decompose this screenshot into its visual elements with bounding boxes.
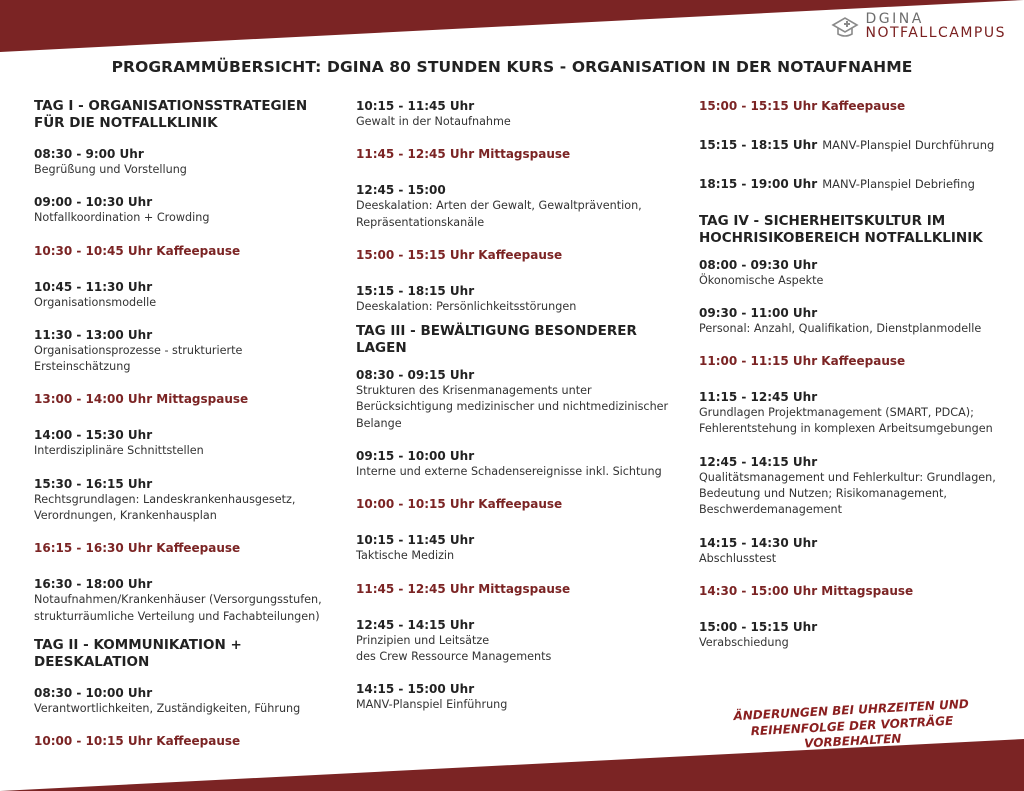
session xyxy=(34,427,339,459)
session xyxy=(34,685,339,717)
session-desc: Strukturen des Krisenmanagements unter Berücksichtigung medizinischer und nichtmedizinischer Belange xyxy=(356,384,669,430)
session xyxy=(34,576,339,625)
session-time: 10:15 - 11:45 Uhr xyxy=(356,533,475,548)
break-label: 14:30 - 15:00 Uhr Mittagspause xyxy=(699,583,914,598)
brand-line1: DGINA xyxy=(865,11,924,27)
session-desc: MANV-Planspiel Durchführung xyxy=(822,138,995,152)
session-time: 09:15 - 10:00 Uhr xyxy=(356,449,475,464)
session xyxy=(356,367,686,432)
session-time: 08:30 - 10:00 Uhr xyxy=(34,685,153,700)
break-label: 15:00 - 15:15 Uhr Kaffeepause xyxy=(699,99,906,113)
session-desc: MANV-Planspiel Einführung xyxy=(356,698,508,712)
session xyxy=(356,448,686,480)
session-time: 08:30 - 09:15 Uhr xyxy=(356,368,475,383)
session-desc: Taktische Medizin xyxy=(356,549,455,563)
session-desc: Verantwortlichkeiten, Zuständigkeiten, Führung xyxy=(34,701,301,715)
session xyxy=(699,305,1017,337)
session-desc: MANV-Planspiel Debriefing xyxy=(822,177,975,192)
session-desc: Begrüßung und Vorstellung xyxy=(34,163,187,176)
session xyxy=(34,476,339,525)
session-desc: Personal: Anzahl, Qualifikation, Dienstplanmodelle xyxy=(699,321,982,335)
session-time: 15:15 - 18:15 Uhr xyxy=(699,138,818,152)
day-1-heading: TAG I - ORGANISATIONSSTRATEGIEN FÜR DIE NOTFALLKLINIK xyxy=(34,98,308,131)
brand-line2: NOTFALLCAMPUS xyxy=(865,25,1006,41)
column-2 xyxy=(356,98,686,730)
session-time: 15:30 - 16:15 Uhr xyxy=(34,476,153,491)
session-desc: Abschlusstest xyxy=(699,551,777,565)
session-desc: Interne und externe Schadensereignisse inkl. Sichtung xyxy=(356,465,662,479)
session-desc: Qualitätsmanagement und Fehlerkultur: Grundlagen, Bedeutung und Nutzen; Risikomanagement, Beschwerdemanagement xyxy=(699,470,996,517)
session-time: 12:45 - 14:15 Uhr xyxy=(356,617,475,632)
session-desc: Grundlagen Projektmanagement (SMART, PDCA); Fehlerentstehung in komplexen Arbeitsumgebungen xyxy=(699,406,993,436)
break-label: 11:45 - 12:45 Uhr Mittagspause xyxy=(356,581,571,596)
session xyxy=(356,681,686,713)
session xyxy=(699,454,1017,519)
break-label: 10:00 - 10:15 Uhr Kaffeepause xyxy=(34,734,241,749)
session xyxy=(356,182,686,231)
session-desc: Deeskalation: Persönlichkeitsstörungen xyxy=(356,299,577,313)
column-1 xyxy=(34,98,339,769)
brand-logo xyxy=(830,12,1007,40)
session-desc: Organisationsprozesse - strukturierte Ersteinschätzung xyxy=(34,343,243,374)
session xyxy=(699,535,1017,567)
session-desc-line2: des Crew Ressource Managements xyxy=(356,649,552,663)
session-time: 09:00 - 10:30 Uhr xyxy=(34,195,153,210)
session xyxy=(356,98,686,130)
session-time: 08:00 - 09:30 Uhr xyxy=(699,257,818,272)
session-time: 12:45 - 14:15 Uhr xyxy=(699,454,818,469)
session-time: 14:15 - 15:00 Uhr xyxy=(356,682,475,697)
session-time: 14:00 - 15:30 Uhr xyxy=(34,428,153,443)
break-label: 13:00 - 14:00 Uhr Mittagspause xyxy=(34,392,249,407)
session xyxy=(34,194,339,226)
session-time: 15:15 - 18:15 Uhr xyxy=(356,283,475,298)
session-time: 11:30 - 13:00 Uhr xyxy=(34,327,153,342)
break-label: 11:45 - 12:45 Uhr Mittagspause xyxy=(356,147,571,162)
day-2-heading: TAG II - KOMMUNIKATION + DEESKALATION xyxy=(34,636,242,670)
session xyxy=(699,134,1017,153)
session-time: 14:15 - 14:30 Uhr xyxy=(699,535,818,550)
session-time: 15:00 - 15:15 Uhr xyxy=(699,619,818,634)
session-time: 10:45 - 11:30 Uhr xyxy=(34,279,153,294)
session-time: 08:30 - 9:00 Uhr xyxy=(34,147,144,161)
session-desc: Notaufnahmen/Krankenhäuser (Versorgungsstufen, strukturräumliche Verteilung und Fachabteilungen) xyxy=(34,593,322,623)
session xyxy=(356,617,686,666)
hat-icon xyxy=(830,13,860,39)
session-desc: Deeskalation: Arten der Gewalt, Gewaltprävention, Repräsentationskanäle xyxy=(356,199,642,229)
session-desc: Organisationsmodelle xyxy=(34,295,157,309)
day-3-heading: TAG III - BEWÄLTIGUNG BESONDERER LAGEN xyxy=(356,323,637,357)
session-desc: Interdisziplinäre Schnittstellen xyxy=(34,444,204,458)
session-desc: Rechtsgrundlagen: Landeskrankenhausgesetz, Verordnungen, Krankenhausplan xyxy=(34,492,296,523)
session xyxy=(699,389,1017,438)
session-desc: Prinzipien und Leitsätze xyxy=(356,633,490,647)
break-label: 11:00 - 11:15 Uhr Kaffeepause xyxy=(699,354,906,369)
session xyxy=(34,146,339,178)
day-4-heading: TAG IV - SICHERHEITSKULTUR IM HOCHRISIKOBEREICH NOTFALLKLINIK xyxy=(699,212,983,246)
break-label: 10:30 - 10:45 Uhr Kaffeepause xyxy=(34,243,241,258)
session-desc: Verabschiedung xyxy=(699,635,789,649)
break-label: 15:00 - 15:15 Uhr Kaffeepause xyxy=(356,247,563,262)
column-3 xyxy=(699,98,1017,667)
session-time: 18:15 - 19:00 Uhr xyxy=(699,177,818,192)
page-title: PROGRAMMÜBERSICHT: DGINA 80 STUNDEN KURS - ORGANISATION IN DER NOTAUFNAHME xyxy=(111,58,913,76)
session-desc: Gewalt in der Notaufnahme xyxy=(356,115,511,128)
session-time: 11:15 - 12:45 Uhr xyxy=(699,390,818,405)
session xyxy=(699,173,1017,192)
session xyxy=(356,283,686,315)
session-time: 10:15 - 11:45 Uhr xyxy=(356,99,475,113)
session-time: 09:30 - 11:00 Uhr xyxy=(699,305,818,320)
session xyxy=(699,257,1017,289)
change-notice: ÄNDERUNGEN BEI UHRZEITEN UND REIHENFOLGE DER VORTRÄGE VORBEHALTEN xyxy=(733,696,970,751)
session xyxy=(356,532,686,564)
session-desc: Ökonomische Aspekte xyxy=(699,273,824,287)
break-label: 10:00 - 10:15 Uhr Kaffeepause xyxy=(356,497,563,512)
session xyxy=(699,619,1017,651)
session-desc: Notfallkoordination + Crowding xyxy=(34,211,210,225)
session-time: 16:30 - 18:00 Uhr xyxy=(34,577,153,592)
session xyxy=(34,327,339,376)
session xyxy=(34,279,339,311)
session-time: 12:45 - 15:00 xyxy=(356,183,446,198)
break-label: 16:15 - 16:30 Uhr Kaffeepause xyxy=(34,541,241,556)
